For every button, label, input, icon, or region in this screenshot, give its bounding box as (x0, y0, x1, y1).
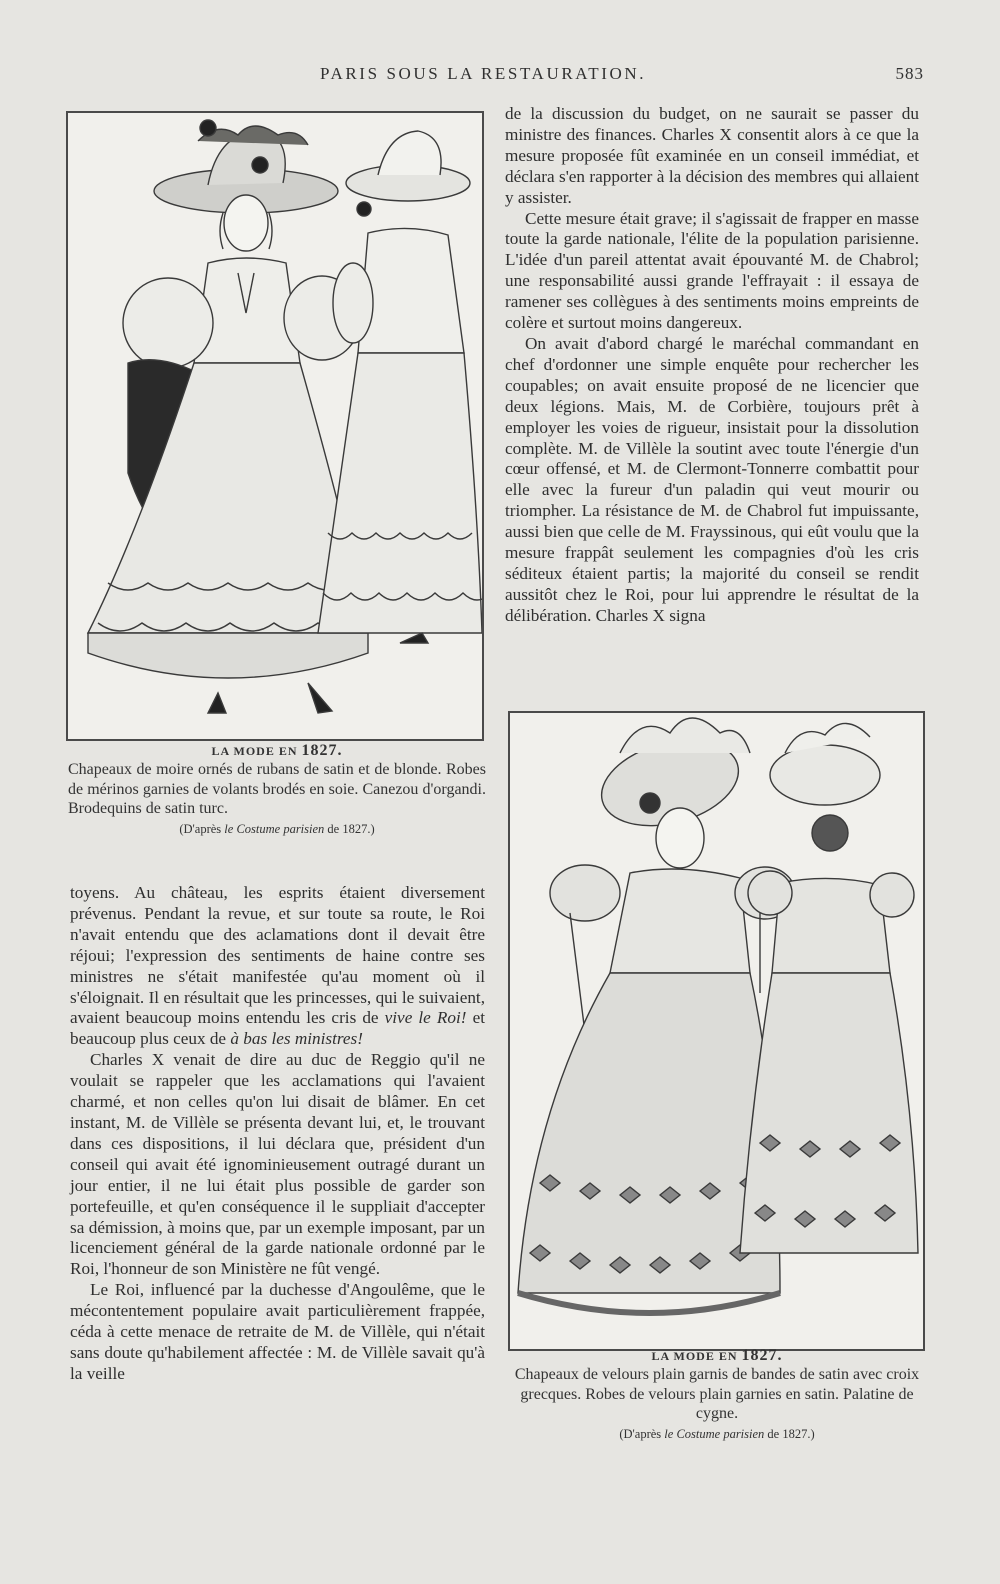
source-prefix: (D'après (619, 1426, 665, 1441)
plate-2-source (510, 1427, 924, 1442)
italic-run: à bas les ministres! (230, 1029, 363, 1049)
running-title: PARIS SOUS LA RESTAURATION. (320, 64, 647, 83)
page-number: 583 (895, 64, 924, 83)
fashion-illustration-1 (68, 113, 482, 739)
source-suffix: de 1827.) (764, 1426, 815, 1441)
source-suffix: de 1827.) (324, 821, 375, 836)
italic-run: vive le Roi! (384, 1008, 467, 1028)
paragraph: Le Roi, influencé par la duchesse d'Angoulême, que le mécontentement populaire avait particulièrement frappée, céda à cette menace de retraite de M. de Villèle, qui n'était sans doute qu'habilement affectée : M. de Villèle savait qu'à la veille (70, 1280, 485, 1383)
plate-2-caption-title (510, 1347, 924, 1365)
source-title: le Costume parisien (664, 1426, 765, 1441)
paragraph (70, 883, 485, 1050)
caption-title-prefix: LA MODE EN (211, 744, 302, 758)
paragraph: de la discussion du budget, on ne saurait se passer du ministre des finances. Charles X consentit alors à ce que la mesure proposée fût examinée en un conseil immédiat, et déclara s'en rapporter à la décision des membres qui allaient y assister. (505, 104, 919, 207)
plate-1-caption-title (68, 742, 486, 760)
plate-2-caption (510, 1347, 924, 1442)
source-prefix: (D'après (179, 821, 225, 836)
fashion-plate-2 (508, 711, 925, 1351)
caption-year: 1827. (741, 1347, 783, 1364)
source-title: le Costume parisien (224, 821, 325, 836)
plate-1-source (68, 822, 486, 837)
paragraph: Charles X venait de dire au duc de Reggio qu'il ne voulait se rappeler que les acclamations qui l'avaient charmé, et non celles qu'on lui disait de blâmer. En cet instant, M. de Villèle se présenta devant lui, et, le trouvant dans ces dispositions, il lui déclara que, président d'un conseil qui avait été ignominieusement outragé durant un jour entier, il ne lui était plus possible de garder son portefeuille, et qu'en conséquence il le suppliait d'accepter sa démission, à moins que, par un exemple imposant, par un licenciement général de la garde nationale ordonné par le Roi, l'honneur de son Ministère ne fût vengé. (70, 1050, 485, 1279)
plate-2-caption-text: Chapeaux de velours plain garnis de bandes de satin avec croix grecques. Robes de velours plain garnies en satin. Palatine de cygne. (514, 1366, 920, 1422)
fashion-illustration-2 (510, 713, 923, 1349)
caption-title-prefix: LA MODE EN (651, 1349, 742, 1363)
text-run: toyens. Au château, les esprits étaient diversement prévenus. Pendant la revue, et sur toute sa route, le Roi n'avait entendu que des aclamations dont il devait être réjoui; l'expression des sentiments de haine contre ses ministres ne s'était manifestée qu'au moment où il s'éloignait. Il en résultait que les princesses, qui le suivaient, avaient beaucoup moins entendu les cris de (70, 883, 485, 1028)
text-column-bottom-left (70, 883, 485, 1385)
plate-1-caption-text: Chapeaux de moire ornés de rubans de satin et de blonde. Robes de mérinos garnies de volants brodés en soie. Canezou d'organdi. Brodequins de satin turc. (68, 761, 486, 817)
paragraph: Cette mesure était grave; il s'agissait de frapper en masse toute la garde nationale, l'élite de la population parisienne. L'idée d'un pareil attentat avait épouvanté M. de Chabrol; une responsabilité aussi grande l'effrayait : il essaya de ramener ses collègues à des sentiments moins empreints de colère et surtout moins dangereux. (505, 208, 919, 333)
text-column-top-right (505, 104, 919, 627)
caption-year: 1827. (301, 742, 343, 759)
fashion-plate-1 (66, 111, 484, 741)
paragraph: On avait d'abord chargé le maréchal commandant en chef d'ordonner une simple enquête pour rechercher les coupables; on avait ensuite proposé de ne licencier que deux légions. Mais, M. de Corbière, toujours prêt à employer les voies de rigueur, insistait pour la dissolution complète. M. de Villèle la soutint avec toute l'énergie d'un cœur offensé, et M. de Clermont-Tonnerre combattit pour elle avec la fureur d'un paladin qui veut mourir ou triompher. La résistance de M. de Chabrol fut impuissante, aussi bien que celle de M. Frayssinous, qui eût voulu que la mesure frappât seulement les compagnies d'où les cris séditeux étaient partis; la majorité du conseil se rendit aussitôt chez le Roi, pour lui apprendre le résultat de la délibération. Charles X signa (505, 333, 919, 625)
plate-1-caption (68, 742, 486, 837)
text-run: et beaucoup plus ceux de (70, 1008, 485, 1049)
